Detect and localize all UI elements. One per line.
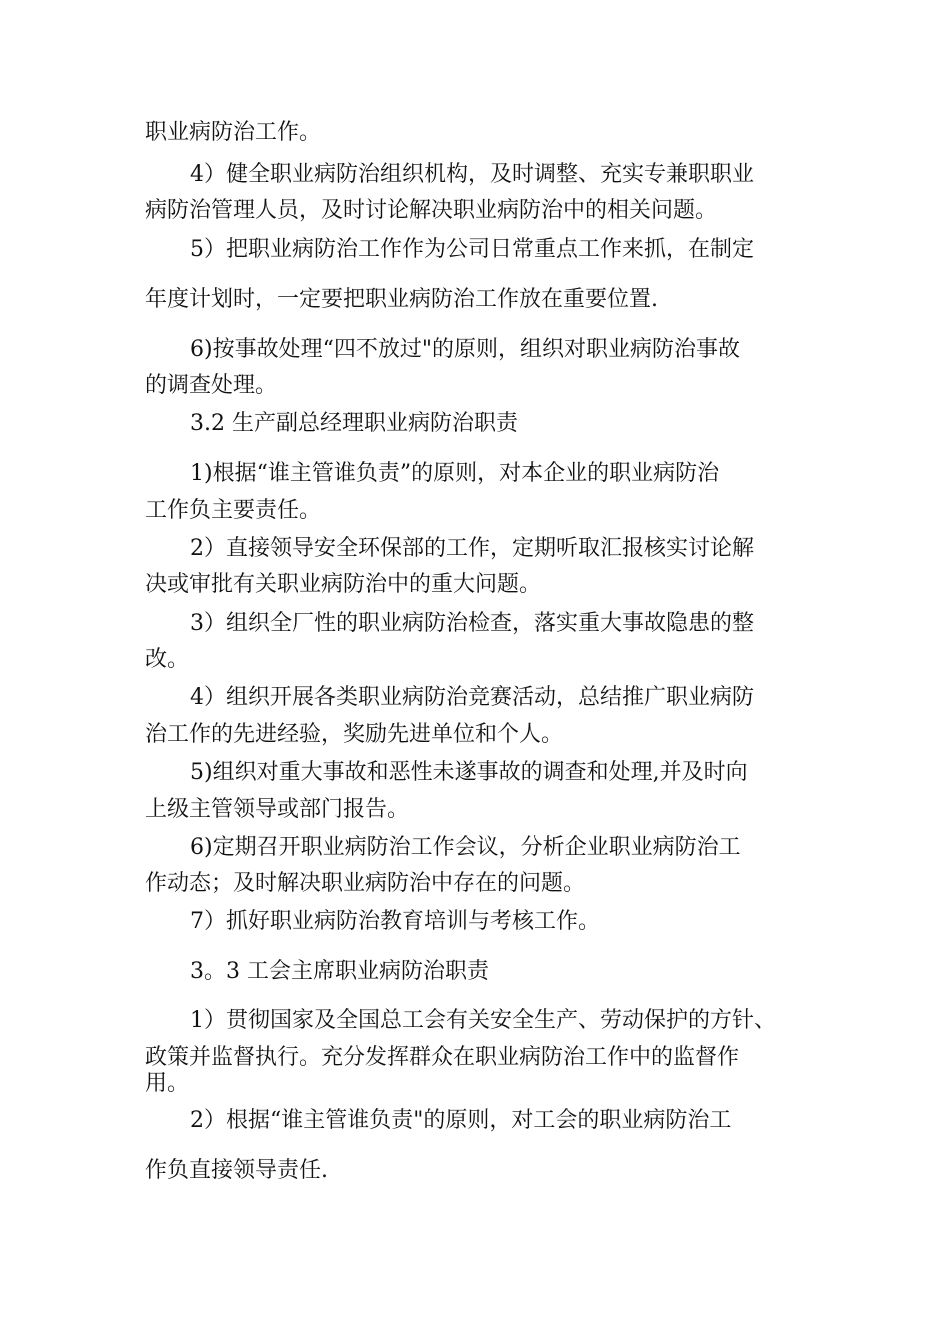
section-heading: 3.2 生产副总经理职业病防治职责 bbox=[190, 411, 518, 436]
text-line: 6)定期召开职业病防治工作会议，分析企业职业病防治工 bbox=[190, 835, 741, 860]
text-line: 的调查处理。 bbox=[145, 373, 278, 398]
text-line: 6)按事故处理“四不放过"的原则，组织对职业病防治事故 bbox=[190, 337, 740, 362]
text-line: 病防治管理人员，及时讨论解决职业病防治中的相关问题。 bbox=[145, 198, 718, 223]
text-line: 1）贯彻国家及全国总工会有关安全生产、劳动保护的方针、 bbox=[190, 1008, 776, 1033]
text-line: 7）抓好职业病防治教育培训与考核工作。 bbox=[190, 909, 600, 934]
text-line: 3）组织全厂性的职业病防治检查，落实重大事故隐患的整 bbox=[190, 611, 754, 636]
text-line: 4）健全职业病防治组织机构，及时调整、充实专兼职职业 bbox=[190, 162, 754, 187]
text-line: 2）根据“谁主管谁负责"的原则，对工会的职业病防治工 bbox=[190, 1108, 732, 1133]
text-line: 2）直接领导安全环保部的工作，定期听取汇报核实讨论解 bbox=[190, 536, 754, 561]
text-line: 决或审批有关职业病防治中的重大问题。 bbox=[145, 572, 542, 597]
text-line: 1)根据“谁主管谁负责”的原则，对本企业的职业病防治 bbox=[190, 461, 720, 486]
text-line: 年度计划时，一定要把职业病防治工作放在重要位置. bbox=[145, 287, 658, 312]
text-line: 政策并监督执行。充分发挥群众在职业病防治工作中的监督作 bbox=[145, 1045, 740, 1070]
text-line: 5)组织对重大事故和恶性未遂事故的调查和处理,并及时向 bbox=[190, 760, 748, 785]
text-line: 改。 bbox=[145, 647, 190, 672]
text-line: 职业病防治工作。 bbox=[145, 120, 322, 145]
text-line: 上级主管领导或部门报告。 bbox=[145, 797, 410, 822]
text-line: 治工作的先进经验，奖励先进单位和个人。 bbox=[145, 722, 564, 747]
text-line: 作动态；及时解决职业病防治中存在的问题。 bbox=[145, 871, 586, 896]
text-line: 4）组织开展各类职业病防治竞赛活动，总结推广职业病防 bbox=[190, 685, 754, 710]
section-heading: 3。3 工会主席职业病防治职责 bbox=[190, 959, 489, 984]
text-line: 用。 bbox=[145, 1071, 190, 1096]
text-line: 5）把职业病防治工作作为公司日常重点工作来抓，在制定 bbox=[190, 237, 754, 262]
text-line: 作负直接领导责任. bbox=[145, 1158, 328, 1183]
text-line: 工作负主要责任。 bbox=[145, 498, 322, 523]
